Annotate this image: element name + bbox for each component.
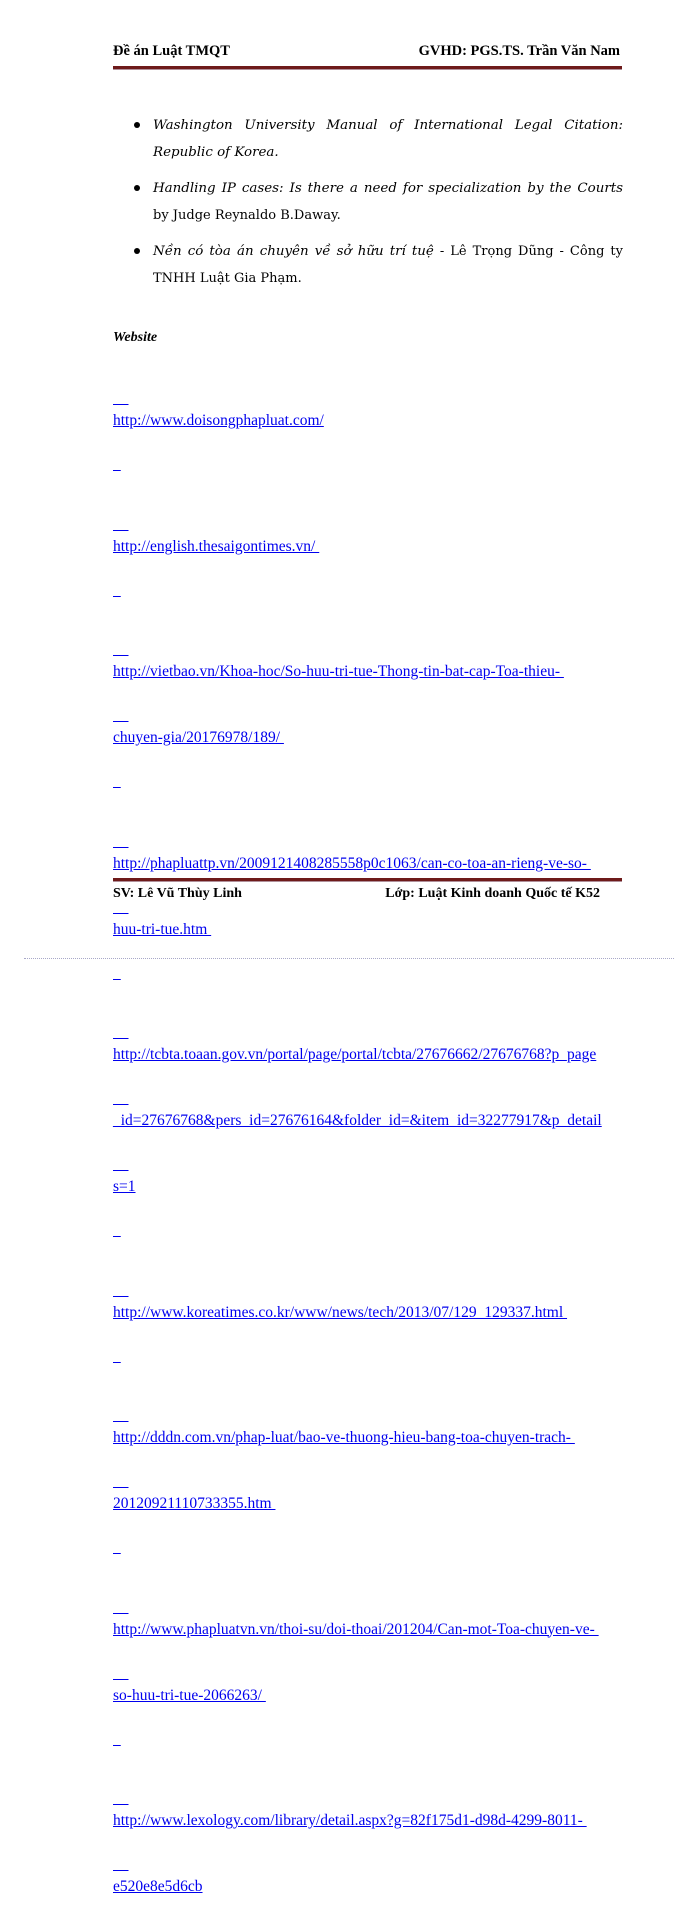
link-line: http://www.phapluatvn.vn/thoi-su/doi-thoai/201204/Can-mot-Toa-chuyen-ve- (113, 1620, 599, 1638)
footer-rule (113, 878, 622, 882)
footer-class: Lớp: Luật Kinh doanh Quốc tế K52 (385, 886, 600, 901)
link-line: _id=27676768&pers_id=27676164&folder_id=&item_id=32277917&p_detail (113, 1112, 602, 1129)
reference-title: Washington University Manual of International Legal Citation: Republic of Korea. (153, 118, 623, 160)
reference-item (113, 175, 623, 229)
link-line: http://www.koreatimes.co.kr/www/news/tech/2013/07/129_129337.html (113, 1303, 568, 1321)
website-link[interactable] (113, 1258, 633, 1368)
header-rule (113, 66, 622, 70)
header-advisor: GVHD: PGS.TS. Trần Văn Nam (418, 43, 620, 59)
website-link[interactable] (113, 1000, 633, 1242)
link-line: huu-tri-tue.htm (113, 920, 212, 938)
page-footer (113, 886, 600, 906)
bullet-icon (134, 185, 140, 191)
link-line: http://tcbta.toaan.gov.vn/portal/page/portal/tcbta/27676662/27676768?p_page (113, 1046, 597, 1063)
link-line: http://phapluattp.vn/2009121408285558p0c1063/can-co-toa-an-rieng-ve-so- (113, 854, 591, 872)
website-link[interactable] (113, 617, 633, 793)
reference-title: Handling IP cases: Is there a need for specialization by the Courts (153, 181, 623, 196)
footer-student: SV: Lê Vũ Thùy Linh (113, 886, 242, 901)
link-line: http://dddn.com.vn/phap-luat/bao-ve-thuong-hieu-bang-toa-chuyen-trach- (113, 1429, 575, 1446)
link-line: so-huu-tri-tue-2066263/ (113, 1686, 266, 1704)
page-header (113, 40, 620, 60)
reference-detail: by Judge Reynaldo B.Daway. (153, 208, 341, 223)
link-line: http://www.doisongphapluat.com/ (113, 412, 324, 429)
website-link[interactable] (113, 1383, 633, 1559)
reference-item (113, 112, 623, 166)
header-document-title: Đề án Luật TMQT (113, 43, 230, 59)
website-section-title: Website (113, 330, 158, 345)
link-line: chuyen-gia/20176978/189/ (113, 729, 284, 746)
website-link-list (113, 366, 633, 1920)
link-line: s=1 (113, 1178, 136, 1195)
website-link[interactable] (113, 492, 633, 602)
reference-list (113, 112, 623, 301)
bullet-icon (134, 122, 140, 128)
website-link[interactable] (113, 1575, 633, 1751)
reference-item (113, 238, 623, 292)
reference-detail: - Lê Trọng Dũng - Công ty TNHH Luật Gia Phạm. (153, 244, 623, 286)
link-line: http://vietbao.vn/Khoa-hoc/So-huu-tri-tue-Thong-tin-bat-cap-Toa-thieu- (113, 663, 564, 680)
website-link[interactable] (113, 1766, 633, 1920)
link-line: http://english.thesaigontimes.vn/ (113, 537, 320, 555)
page-break-line (24, 958, 674, 959)
link-line: e520e8e5d6cb (113, 1878, 203, 1895)
bullet-icon (134, 248, 140, 254)
link-line: http://www.lexology.com/library/detail.aspx?g=82f175d1-d98d-4299-8011- (113, 1812, 587, 1829)
website-link[interactable] (113, 366, 633, 476)
link-line: 20120921110733355.htm (113, 1495, 276, 1512)
reference-title: Nền có tòa án chuyên về sở hữu trí tuệ (153, 244, 434, 259)
